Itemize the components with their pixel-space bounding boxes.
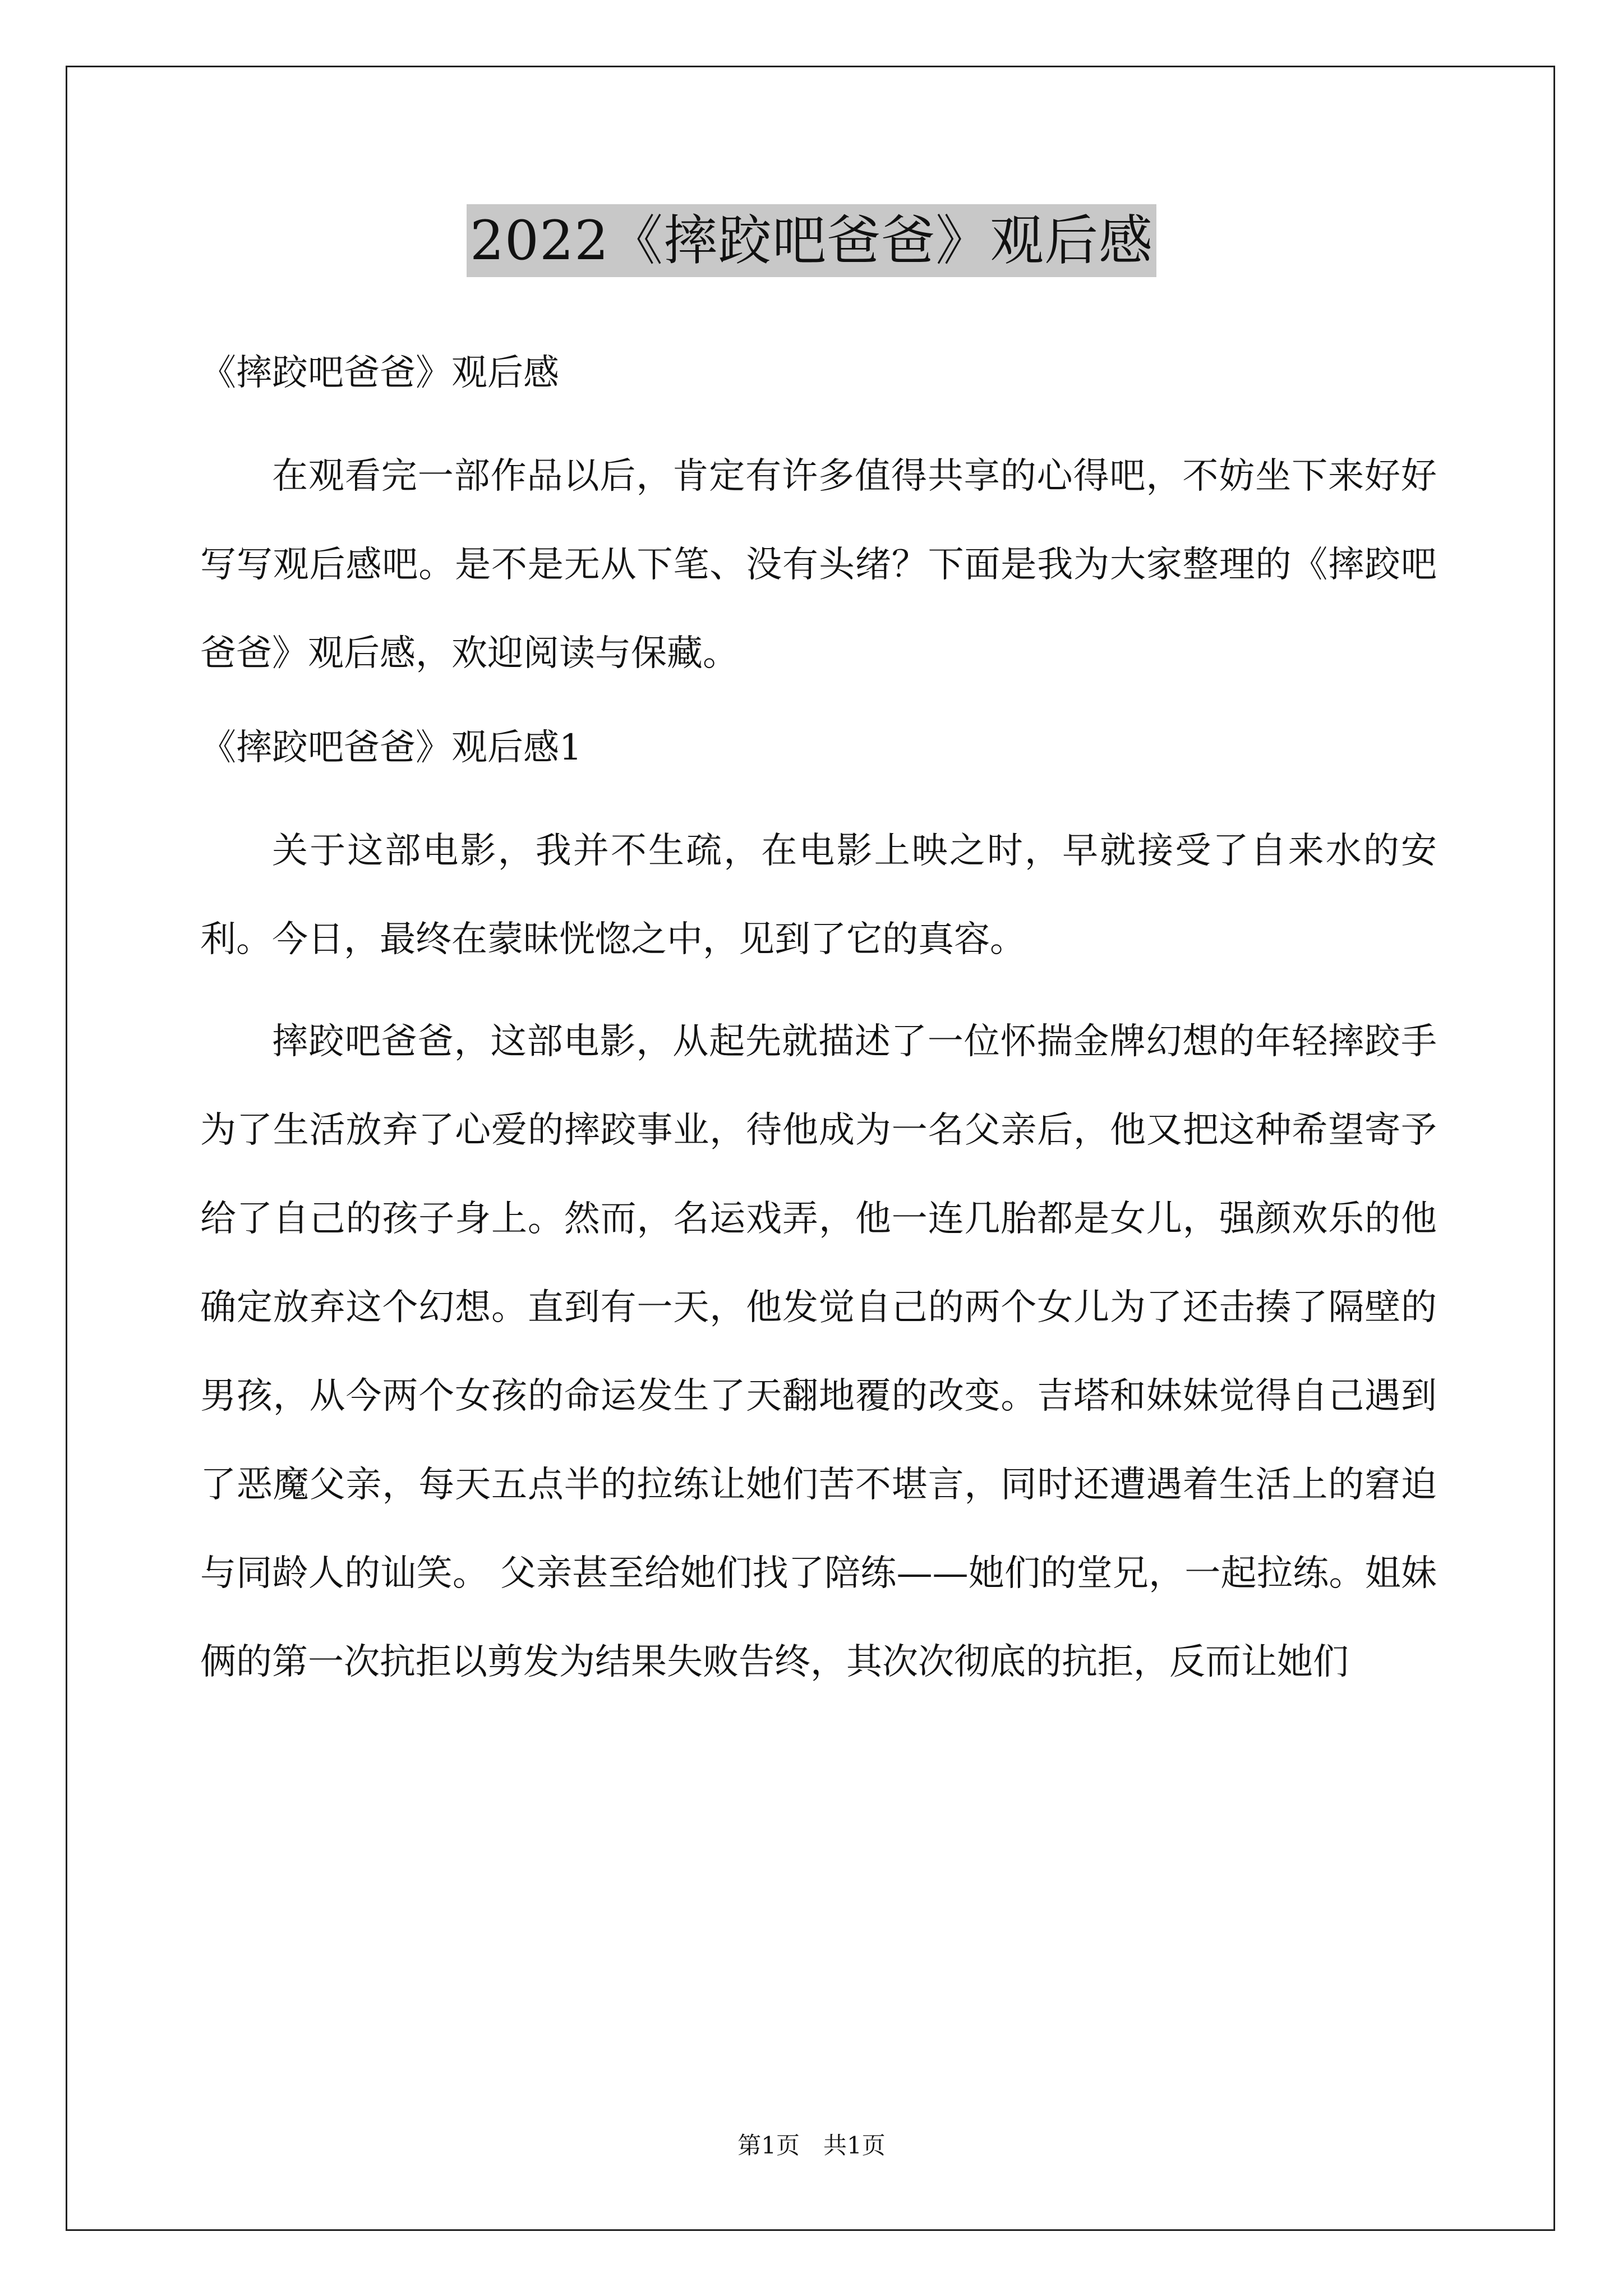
intro-paragraph: 在观看完一部作品以后，肯定有许多值得共享的心得吧，不妨坐下来好好写写观后感吧。是不是无从下笔、没有头绪？下面是我为大家整理的《摔跤吧爸爸》观后感，欢迎阅读与保藏。 xyxy=(200,455,1437,674)
page-footer: 第1页 共1页 xyxy=(737,2132,886,2159)
body-paragraph-2: 摔跤吧爸爸，这部电影，从起先就描述了一位怀揣金牌幻想的年轻摔跤手为了生活放弃了心爱的摔跤事业，待他成为一名父亲后，他又把这种希望寄予给了自己的孩子身上。然而，名运戏弄，他一连几胎都是女儿，强颜欢乐的他确定放弃这个幻想。直到有一天，他发觉自己的两个女儿为了还击揍了隔壁的男孩，从今两个女孩的命运发生了天翻地覆的改变。吉塔和妹妹觉得自己遇到了恶魔父亲，每天五点半的拉练让她们苦不堪言，同时还遭遇着生活上的窘迫与同龄人的讪笑。 父亲甚至给她们找了陪练——她们的堂兄，一起拉练。姐妹俩的第一次抗拒以剪发为结果失败告终，其次次彻底的抗拒，反而让她们 xyxy=(200,1021,1437,1683)
title-container xyxy=(0,204,1623,277)
document-body xyxy=(200,337,1437,1720)
section-heading-1: 《摔跤吧爸爸》观后感1 xyxy=(200,727,582,769)
section-heading: 《摔跤吧爸爸》观后感 xyxy=(200,352,559,394)
document-title: 2022《摔跤吧爸爸》观后感 xyxy=(467,204,1156,277)
body-paragraph-1: 关于这部电影，我并不生疏，在电影上映之时，早就接受了自来水的安利。今日，最终在蒙昧恍惚之中，见到了它的真容。 xyxy=(200,830,1437,960)
